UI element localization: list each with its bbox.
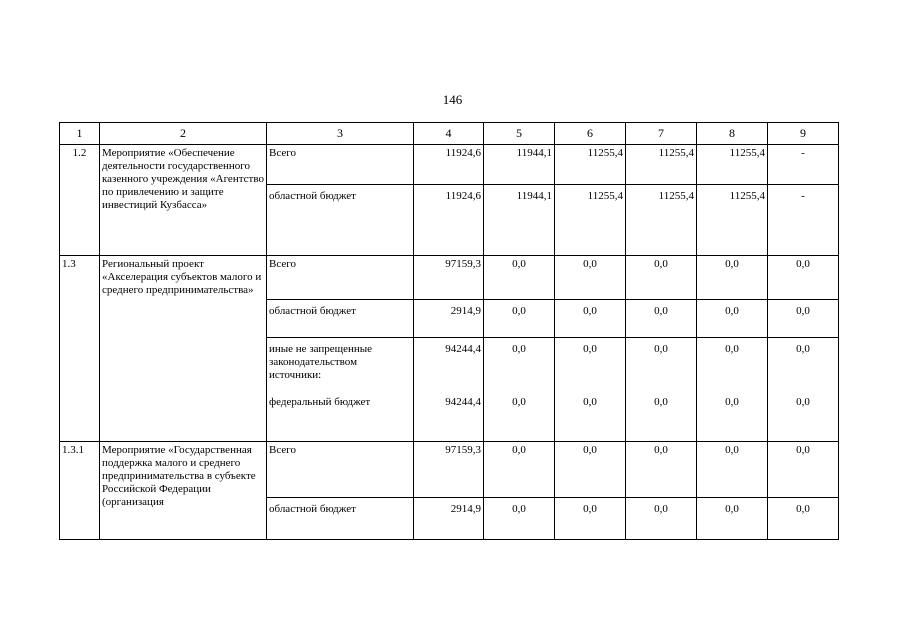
source-label: областной бюджет (267, 498, 414, 540)
header-cell-3: 3 (267, 123, 414, 145)
value: 0,0 (654, 343, 668, 355)
header-cell-1: 1 (60, 123, 100, 145)
table-row (60, 145, 839, 185)
value-cell: 11255,4 (626, 145, 697, 185)
row-name: Мероприятие «Обеспечение деятельности государственного казенного учреждения «Агентство по привлечению и защите инвестиций Кузбасса» (100, 145, 267, 256)
value-cell: 0,0 (697, 256, 768, 300)
sub-value: 0,0 (583, 396, 597, 408)
value-cell: 11944,1 (484, 185, 555, 256)
value-cell: 0,0 (484, 300, 555, 338)
header-cell-2: 2 (100, 123, 267, 145)
row-code: 1.3 (60, 256, 100, 442)
sub-value: 0,0 (796, 396, 810, 408)
header-row (60, 123, 839, 145)
source-label: Всего (267, 145, 414, 185)
source-label: Всего (267, 256, 414, 300)
header-cell-6: 6 (555, 123, 626, 145)
value-cell: 0,0 (768, 256, 839, 300)
value-cell: 11924,6 (414, 185, 484, 256)
header-cell-7: 7 (626, 123, 697, 145)
value-cell: 11924,6 (414, 145, 484, 185)
header-cell-8: 8 (697, 123, 768, 145)
header-cell-9: 9 (768, 123, 839, 145)
value-cell: 0,0 (484, 498, 555, 540)
value-cell: 0,0 (555, 256, 626, 300)
value-cell: 0,0 (555, 300, 626, 338)
source-label: иные не запрещенные законодательством источники: (269, 343, 373, 381)
value-cell (484, 338, 555, 442)
value-cell (555, 338, 626, 442)
table-row (60, 442, 839, 498)
value: 0,0 (512, 343, 526, 355)
value-cell: 2914,9 (414, 498, 484, 540)
value-cell: 0,0 (626, 442, 697, 498)
value-cell: 0,0 (626, 498, 697, 540)
source-label: Всего (267, 442, 414, 498)
value-cell: 0,0 (555, 442, 626, 498)
row-code: 1.3.1 (60, 442, 100, 540)
page-number: 146 (442, 92, 463, 107)
value-cell: 0,0 (697, 498, 768, 540)
value-cell: 11944,1 (484, 145, 555, 185)
value-cell: 0,0 (768, 300, 839, 338)
sub-value: 94244,4 (445, 396, 481, 408)
budget-table (59, 122, 839, 540)
value-cell: 2914,9 (414, 300, 484, 338)
value: 0,0 (725, 343, 739, 355)
value-cell: 0,0 (697, 442, 768, 498)
value-cell: - (768, 145, 839, 185)
header-cell-4: 4 (414, 123, 484, 145)
value-cell: - (768, 185, 839, 256)
table-row (60, 256, 839, 300)
value-cell (626, 338, 697, 442)
value-cell: 11255,4 (626, 185, 697, 256)
source-label: областной бюджет (267, 300, 414, 338)
value-cell: 0,0 (697, 300, 768, 338)
sub-value: 0,0 (512, 396, 526, 408)
value: 0,0 (796, 343, 810, 355)
value-cell: 0,0 (768, 498, 839, 540)
value-cell: 11255,4 (555, 145, 626, 185)
value-cell: 0,0 (626, 256, 697, 300)
value: 94244,4 (445, 343, 481, 355)
value-cell: 0,0 (626, 300, 697, 338)
value-cell: 11255,4 (697, 185, 768, 256)
sub-value: 0,0 (725, 396, 739, 408)
sub-source-label: федеральный бюджет (269, 396, 371, 408)
value-cell: 0,0 (768, 442, 839, 498)
source-label: областной бюджет (267, 185, 414, 256)
row-name: Мероприятие «Государственная поддержка малого и среднего предпринимательства в субъекте Российской Федерации (организация (100, 442, 267, 540)
value-cell (697, 338, 768, 442)
value-cell: 11255,4 (697, 145, 768, 185)
value-cell (414, 338, 484, 442)
value-cell: 97159,3 (414, 442, 484, 498)
sub-value: 0,0 (654, 396, 668, 408)
value-cell: 11255,4 (555, 185, 626, 256)
source-cell (267, 338, 414, 442)
row-code: 1.2 (60, 145, 100, 256)
value-cell: 0,0 (484, 442, 555, 498)
value-cell: 97159,3 (414, 256, 484, 300)
value-cell: 0,0 (484, 256, 555, 300)
value-cell (768, 338, 839, 442)
row-name: Региональный проект «Акселерация субъектов малого и среднего предпринимательства» (100, 256, 267, 442)
header-cell-5: 5 (484, 123, 555, 145)
value: 0,0 (583, 343, 597, 355)
value-cell: 0,0 (555, 498, 626, 540)
